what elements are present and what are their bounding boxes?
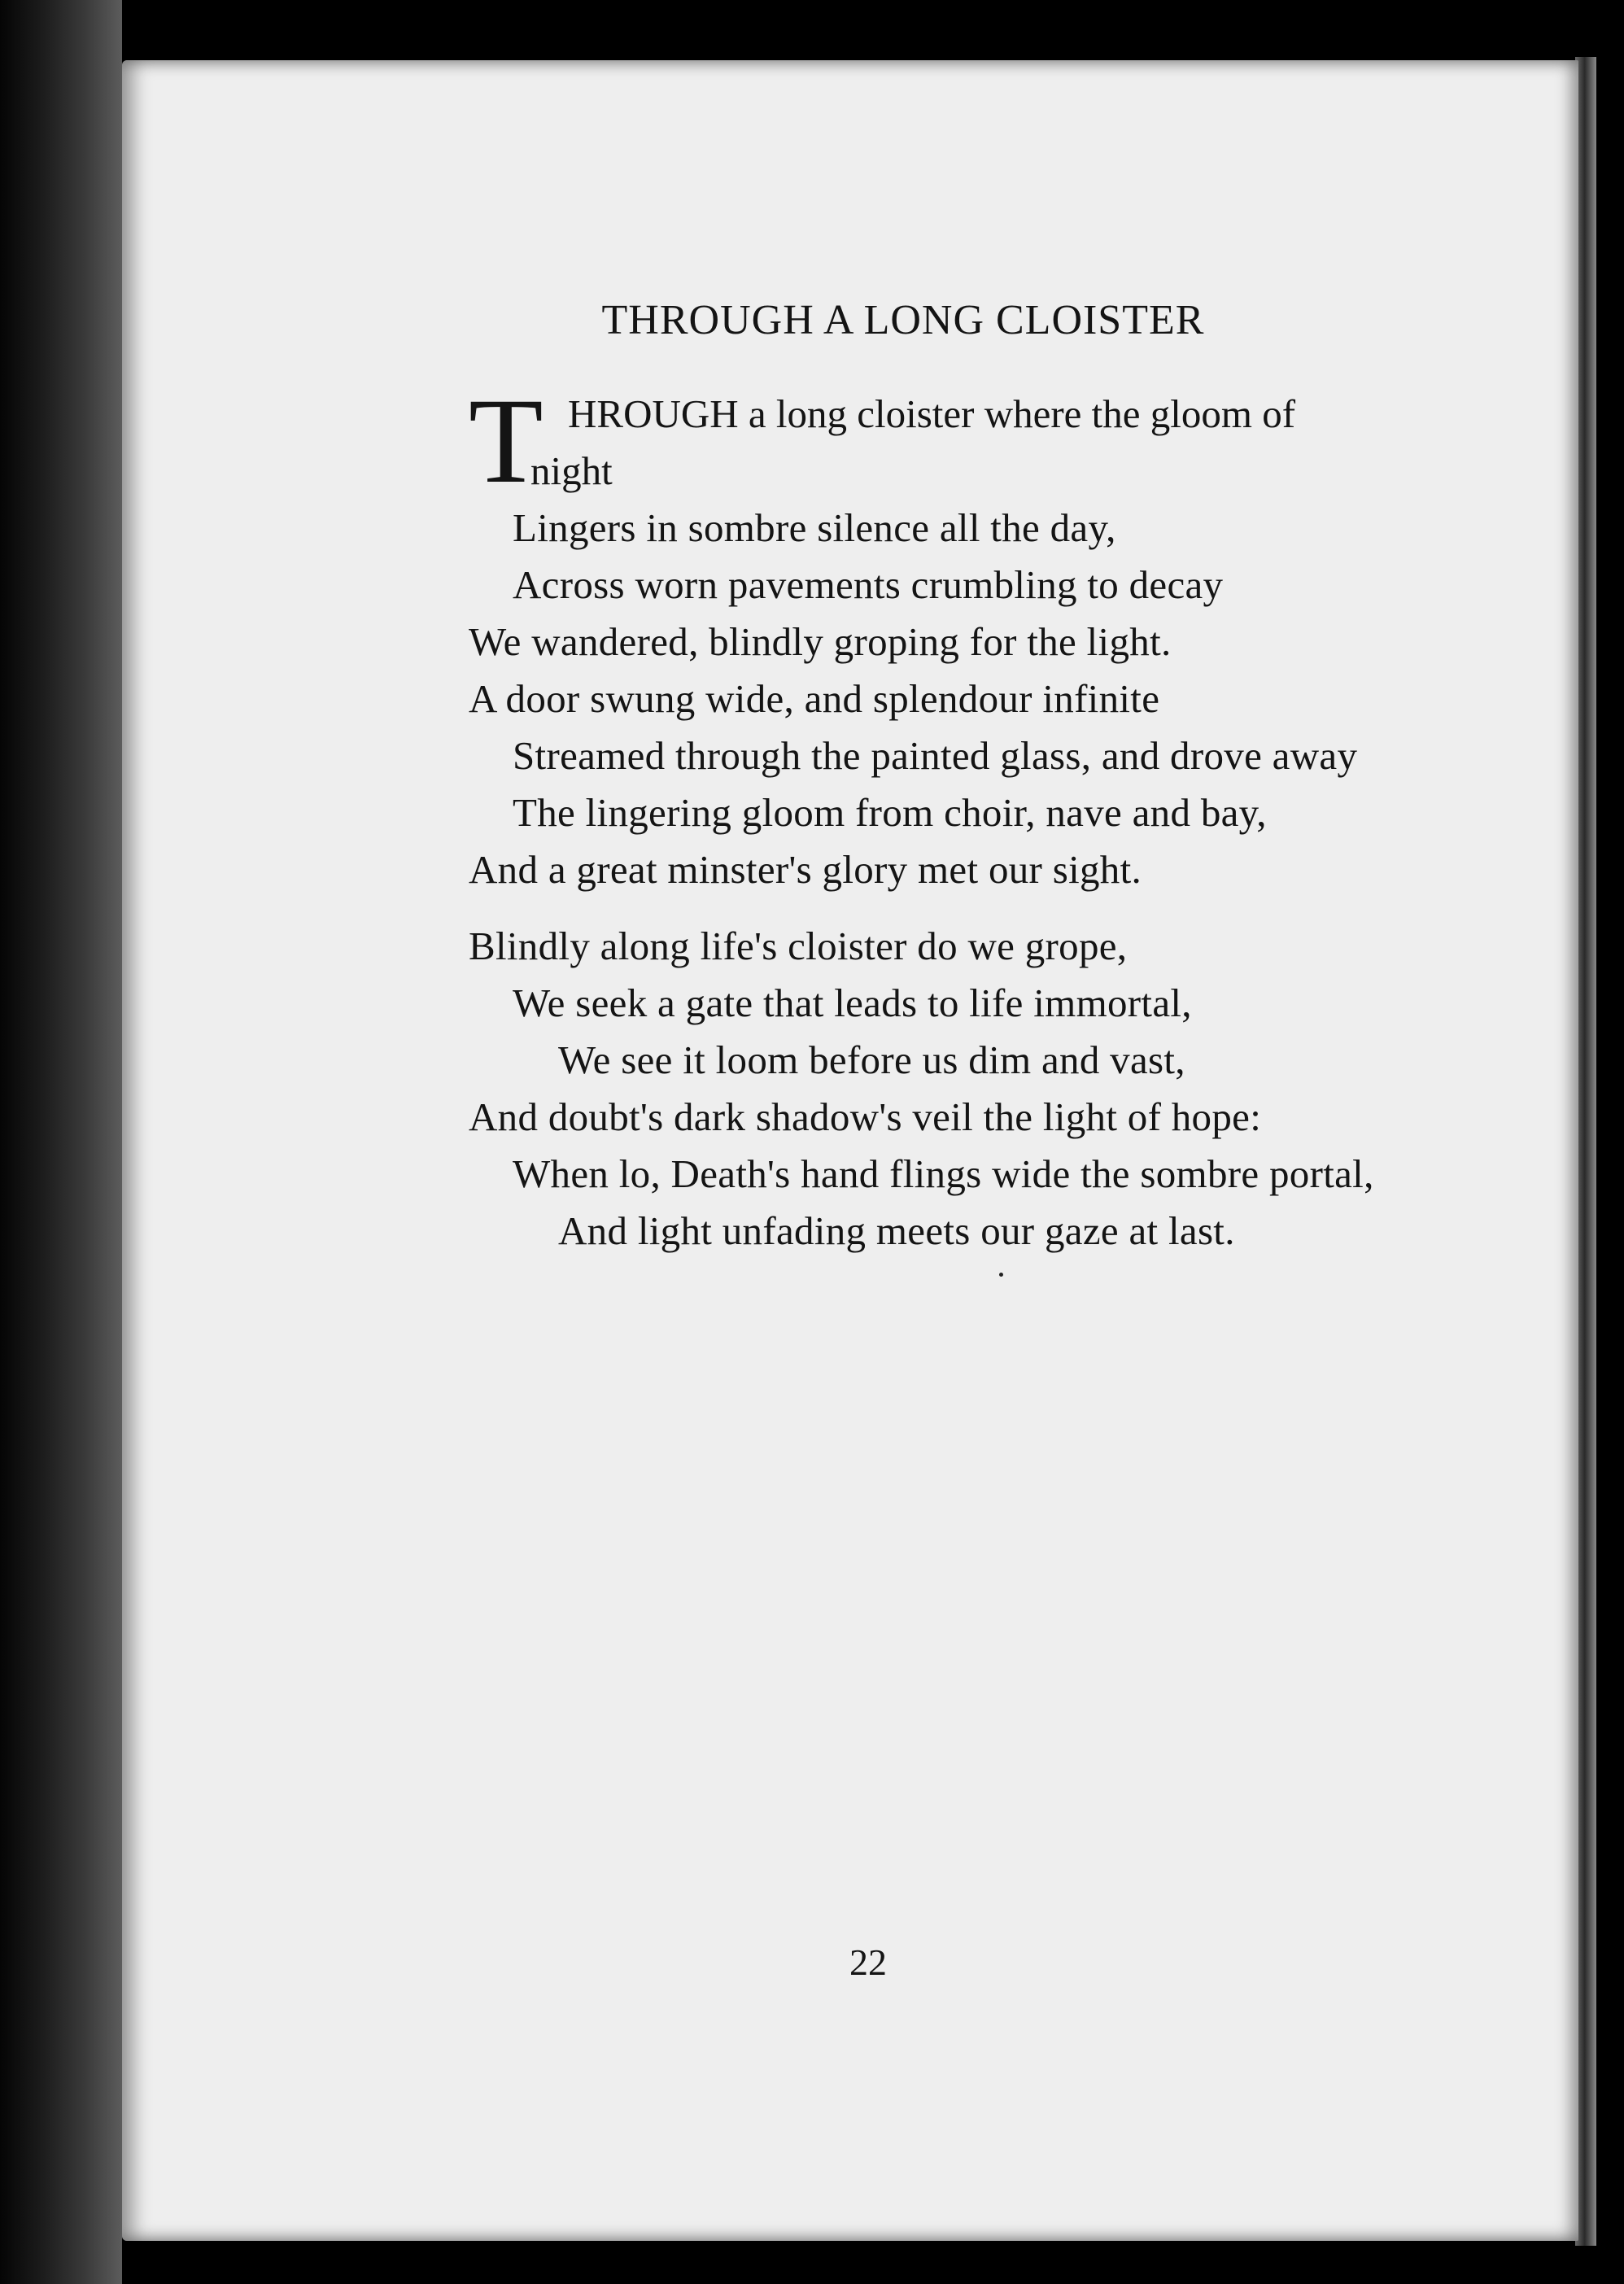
poem-line: The lingering gloom from choir, nave and bay,: [513, 790, 1267, 835]
page-content: [122, 60, 1578, 2241]
poem-line: Blindly along life's cloister do we grope,: [469, 924, 1128, 968]
first-line: [469, 373, 1600, 509]
stanza-2: [469, 918, 1600, 1260]
poem-line: Across worn pavements crumbling to decay: [513, 562, 1224, 607]
page-number: 22: [849, 1941, 887, 1983]
ink-speck: [999, 1273, 1003, 1277]
poem-line: And doubt's dark shadow's veil the light of hope:: [469, 1094, 1262, 1139]
drop-cap: T: [469, 373, 544, 509]
poem-line: We wandered, blindly groping for the light.: [469, 619, 1172, 664]
stanza-1: [469, 373, 1600, 898]
book-binding-edge: [0, 0, 122, 2284]
poem-line: We seek a gate that leads to life immortal,: [513, 980, 1192, 1025]
first-line-continuation: night: [530, 448, 613, 493]
first-line-text: HROUGH a long cloister where the gloom of: [568, 391, 1296, 436]
book-page: [122, 60, 1578, 2241]
poem-line: And a great minster's glory met our sight.: [469, 847, 1142, 892]
poem-line: We see it loom before us dim and vast,: [558, 1037, 1185, 1082]
poem-line: When lo, Death's hand flings wide the sombre portal,: [513, 1151, 1374, 1196]
poem-line: Lingers in sombre silence all the day,: [513, 505, 1116, 550]
poem-line: A door swung wide, and splendour infinite: [469, 676, 1160, 721]
poem-title: THROUGH A LONG CLOISTER: [601, 297, 1205, 343]
poem-line: And light unfading meets our gaze at last.: [558, 1208, 1235, 1253]
poem-line: Streamed through the painted glass, and drove away: [513, 733, 1358, 778]
